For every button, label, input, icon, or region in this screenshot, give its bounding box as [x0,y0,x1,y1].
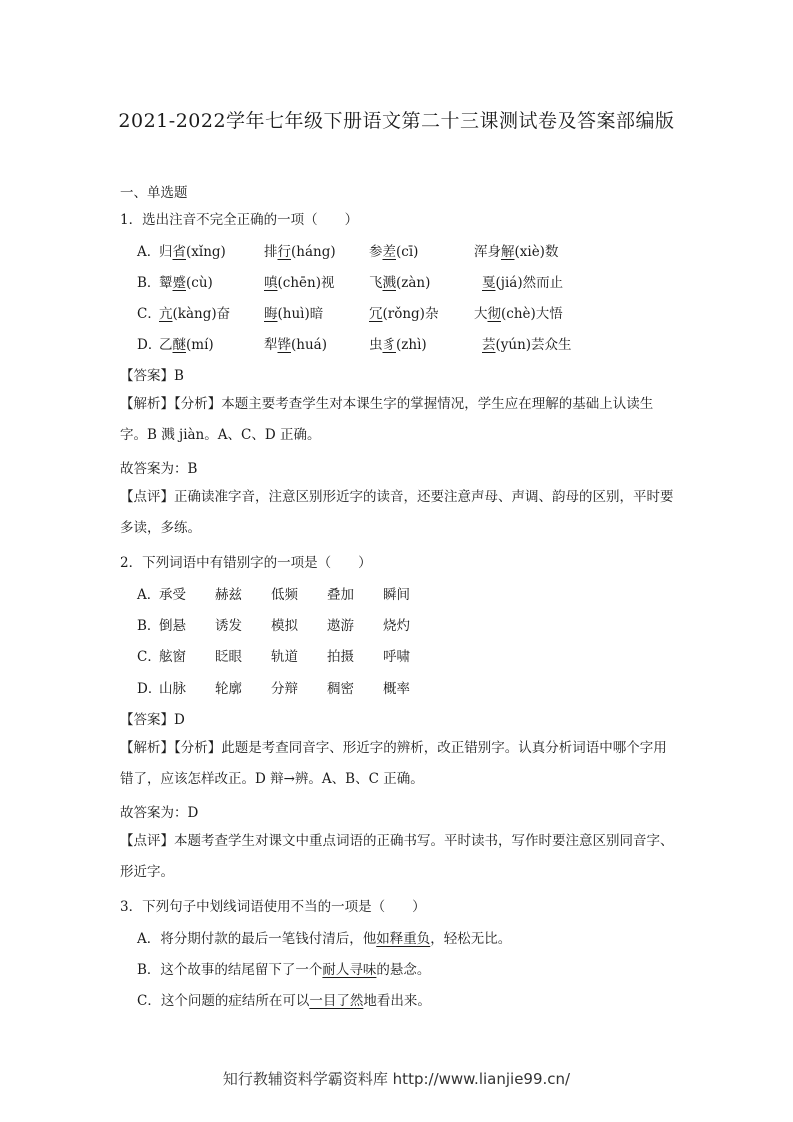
option-item: 戛(jiá)然而止 [482,275,564,291]
word-item: 烧灼 [383,618,410,634]
option-label: B． [137,275,161,291]
word-item: 分辩 [271,681,298,697]
q1-analysis: 【解析】【分析】本题主要考查学生对本课生字的掌握情况，学生应在理解的基础上认读生字。B 溅 jiàn。A、C、D 正确。 [120,396,654,443]
option-label: B． [137,618,161,634]
option-item: 排行(háng) [264,244,336,260]
word-item: 瞬间 [383,587,410,603]
word-item: 呼啸 [383,649,410,665]
word-item: 诱发 [215,618,242,634]
underlined-phrase: 耐人寻味 [322,962,377,978]
word-item: 山脉 [159,681,186,697]
question-3-stem: 3．下列句子中划线词语使用不当的一项是（ ） [120,899,426,915]
option-item: 乙醚(mí) [159,337,214,353]
underlined-phrase: 如释重负 [376,931,431,947]
option-item: 晦(huì)暗 [264,306,324,322]
word-item: 承受 [159,587,186,603]
q3-option-a: A．将分期付款的最后一笔钱付清后，他如释重负，轻松无比。 [137,931,512,947]
word-item: 遨游 [327,618,354,634]
word-item: 叠加 [327,587,354,603]
q3-option-b: B．这个故事的结尾留下了一个耐人寻味的悬念。 [137,962,431,978]
option-item: 大彻(chè)大悟 [474,306,563,322]
option-label: C． [137,649,161,665]
option-item: 冗(rǒng)杂 [369,306,439,322]
underlined-phrase: 一目了然 [309,993,364,1009]
footer-watermark: 知行教辅资料学霸资料库 http://www.lianjie99.cn/ [222,1070,571,1088]
option-label: A． [137,244,161,260]
option-item: 芸(yún)芸众生 [482,337,572,353]
option-item: 亢(kàng)奋 [159,306,231,322]
q1-answer: 【答案】B [120,368,184,384]
page-title: 2021-2022学年七年级下册语文第二十三课测试卷及答案部编版 [118,110,675,132]
word-item: 轮廓 [215,681,242,697]
word-item: 低频 [271,587,298,603]
option-item: 颦蹙(cù) [159,275,213,291]
q3-option-c: C．这个问题的症结所在可以一目了然地看出来。 [137,993,431,1009]
q1-conclusion: 故答案为：B [120,461,198,477]
option-label: A． [137,587,161,603]
q2-answer: 【答案】D [120,712,185,728]
q1-comment: 【点评】正确读准字音，注意区别形近字的读音，还要注意声母、声调、韵母的区别，平时要多读，多练。 [120,489,674,536]
word-item: 赫兹 [215,587,242,603]
option-item: 归省(xǐng) [159,244,226,260]
q2-conclusion: 故答案为：D [120,805,199,821]
word-item: 概率 [383,681,410,697]
option-label: D． [137,337,162,353]
section-heading: 一、单选题 [120,185,188,201]
q2-comment: 【点评】本题考查学生对课文中重点词语的正确书写。平时读书，写作时要注意区别同音字、形近字。 [120,833,674,880]
option-item: 浑身解(xiè)数 [474,244,559,260]
option-item: 虫豸(zhì) [369,337,427,353]
word-item: 舷窗 [159,649,186,665]
option-item: 参差(cī) [369,244,419,260]
word-item: 眨眼 [215,649,242,665]
question-2-stem: 2．下列词语中有错别字的一项是（ ） [120,555,372,571]
option-label: D． [137,681,162,697]
option-item: 飞溅(zàn) [369,275,431,291]
word-item: 拍摄 [327,649,354,665]
word-item: 倒悬 [159,618,186,634]
word-item: 模拟 [271,618,298,634]
option-item: 犁铧(huá) [264,337,327,353]
question-1-stem: 1．选出注音不完全正确的一项（ ） [120,212,359,228]
word-item: 稠密 [327,681,354,697]
option-item: 嗔(chēn)视 [264,275,335,291]
word-item: 轨道 [271,649,298,665]
q2-analysis: 【解析】【分析】此题是考查同音字、形近字的辨析，改正错别字。认真分析词语中哪个字用错了，应该怎样改正。D 辩→辨。A、B、C 正确。 [120,740,667,787]
option-label: C． [137,306,161,322]
